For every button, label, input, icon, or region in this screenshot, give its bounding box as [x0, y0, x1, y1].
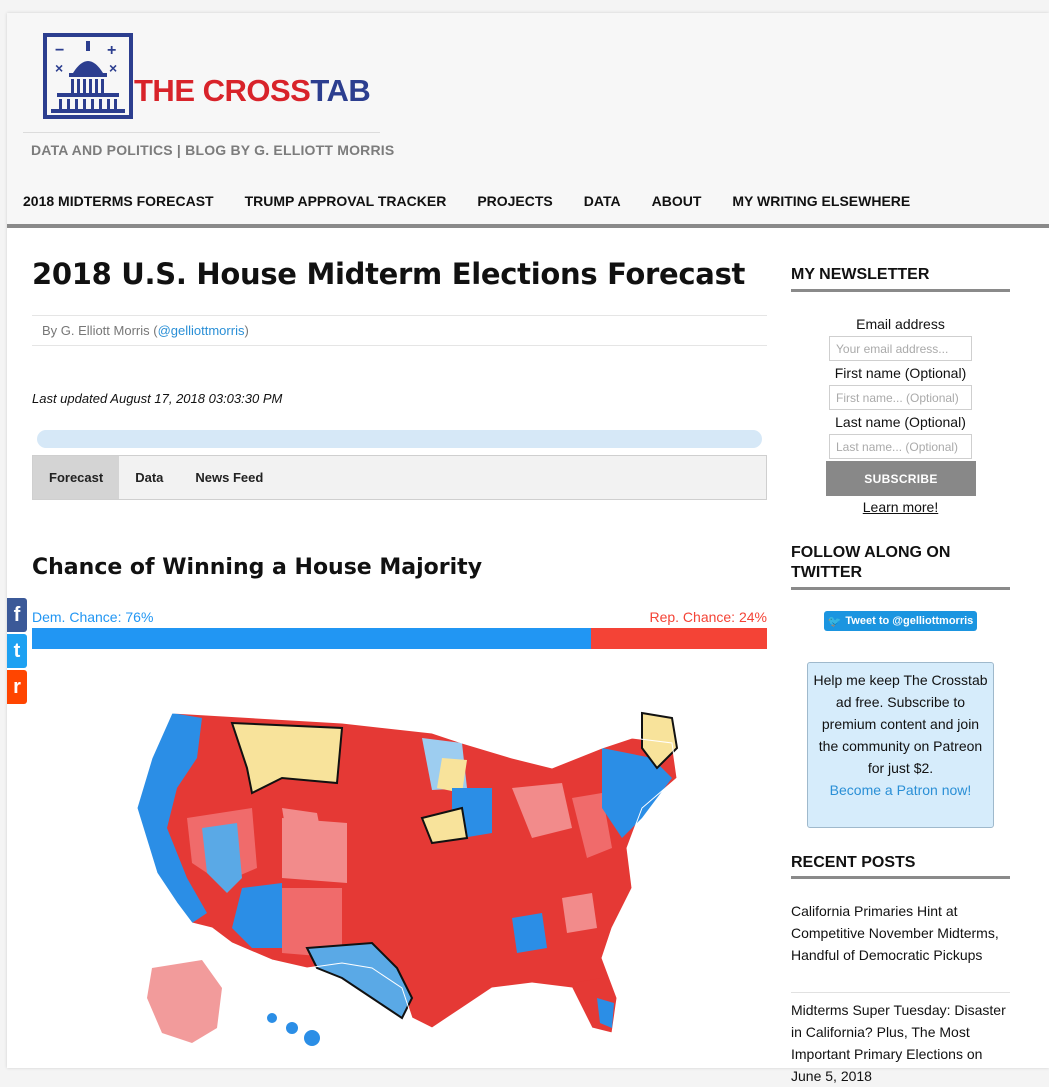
nav-item-writing-elsewhere[interactable]: MY WRITING ELSEWHERE: [732, 193, 911, 209]
svg-text:+: +: [107, 42, 117, 59]
district-forecast-map[interactable]: [132, 698, 697, 1053]
nav-item-trump-approval[interactable]: TRUMP APPROVAL TRACKER: [244, 193, 447, 209]
site-title-part1: THE CROSS: [134, 73, 311, 108]
tab-news-feed[interactable]: News Feed: [195, 470, 264, 485]
page: [7, 13, 1049, 1084]
site-tagline: DATA AND POLITICS | BLOG BY G. ELLIOTT MORRIS: [31, 142, 395, 158]
tweet-button[interactable]: [824, 611, 977, 631]
nav-item-about[interactable]: ABOUT: [651, 193, 702, 209]
reddit-share-icon[interactable]: r: [7, 670, 27, 704]
chance-bar: [32, 628, 767, 649]
section-title: Chance of Winning a House Majority: [32, 555, 483, 580]
tagline-divider: [23, 132, 380, 133]
loading-progress-bar: [37, 430, 762, 448]
recent-post-link[interactable]: Midterms Super Tuesday: Disaster in California? Plus, The Most Important Primary Elections on June 5, 2018: [791, 1002, 1006, 1084]
byline: [42, 323, 249, 338]
recent-post-divider: [791, 992, 1010, 993]
byline-box: [32, 315, 767, 346]
dem-chance-label: Dem. Chance: 76%: [32, 609, 154, 625]
twitter-widget-rule: [791, 587, 1010, 590]
site-header: [7, 13, 1049, 226]
rep-chance-label: Rep. Chance: 24%: [649, 609, 767, 625]
site-title[interactable]: [134, 73, 370, 109]
rep-chance-fill: [591, 628, 767, 649]
recent-posts-rule: [791, 876, 1010, 879]
patreon-text: Help me keep The Crosstab ad free. Subscribe to premium content and join the community on Patreon for just $2.: [813, 672, 988, 776]
patreon-link[interactable]: Become a Patron now!: [829, 782, 972, 798]
learn-more-link[interactable]: Learn more!: [862, 499, 939, 515]
chance-labels: [32, 609, 767, 625]
svg-text:×: ×: [109, 60, 118, 76]
facebook-share-icon[interactable]: f: [7, 598, 27, 632]
svg-text:×: ×: [55, 60, 64, 76]
forecast-tabs: [32, 455, 767, 500]
nav-item-projects[interactable]: PROJECTS: [477, 193, 553, 209]
recent-post-link[interactable]: California Primaries Hint at Competitive November Midterms, Handful of Democratic Pickups: [791, 903, 999, 963]
byline-prefix: By G. Elliott Morris (: [42, 323, 158, 338]
last-name-label: Last name (Optional): [835, 414, 966, 430]
page-title: 2018 U.S. House Midterm Elections Forecast: [32, 257, 746, 291]
first-name-input[interactable]: [829, 385, 972, 410]
recent-posts-title: RECENT POSTS: [791, 854, 916, 871]
svg-text:−: −: [55, 42, 65, 59]
tweet-button-label: Tweet to @gelliottmorris: [845, 615, 974, 627]
nav-divider: [7, 224, 1049, 228]
capitol-logo-icon[interactable]: [43, 33, 133, 119]
newsletter-rule: [791, 289, 1010, 292]
subscribe-button[interactable]: SUBSCRIBE: [826, 461, 976, 496]
nav-item-data[interactable]: DATA: [583, 193, 621, 209]
patreon-box: [807, 662, 994, 828]
tab-data[interactable]: Data: [135, 470, 164, 485]
newsletter-title: MY NEWSLETTER: [791, 266, 930, 283]
email-input[interactable]: [829, 336, 972, 361]
twitter-bird-icon: 🐦: [827, 615, 842, 628]
twitter-widget-title: FOLLOW ALONG ON TWITTER: [791, 544, 951, 581]
tab-forecast[interactable]: Forecast: [33, 456, 119, 499]
site-title-part2: TAB: [310, 73, 371, 108]
dem-chance-fill: [32, 628, 591, 649]
twitter-handle-link[interactable]: @gelliottmorris: [157, 323, 245, 338]
email-label: Email address: [856, 316, 945, 332]
nav-item-midterms-forecast[interactable]: 2018 MIDTERMS FORECAST: [23, 193, 214, 209]
twitter-share-icon[interactable]: t: [7, 634, 27, 668]
last-name-input[interactable]: [829, 434, 972, 459]
byline-suffix: ): [244, 323, 249, 338]
share-bar: [7, 598, 27, 706]
first-name-label: First name (Optional): [834, 365, 967, 381]
main-nav: [23, 193, 910, 209]
last-updated: Last updated August 17, 2018 03:03:30 PM: [32, 391, 283, 406]
